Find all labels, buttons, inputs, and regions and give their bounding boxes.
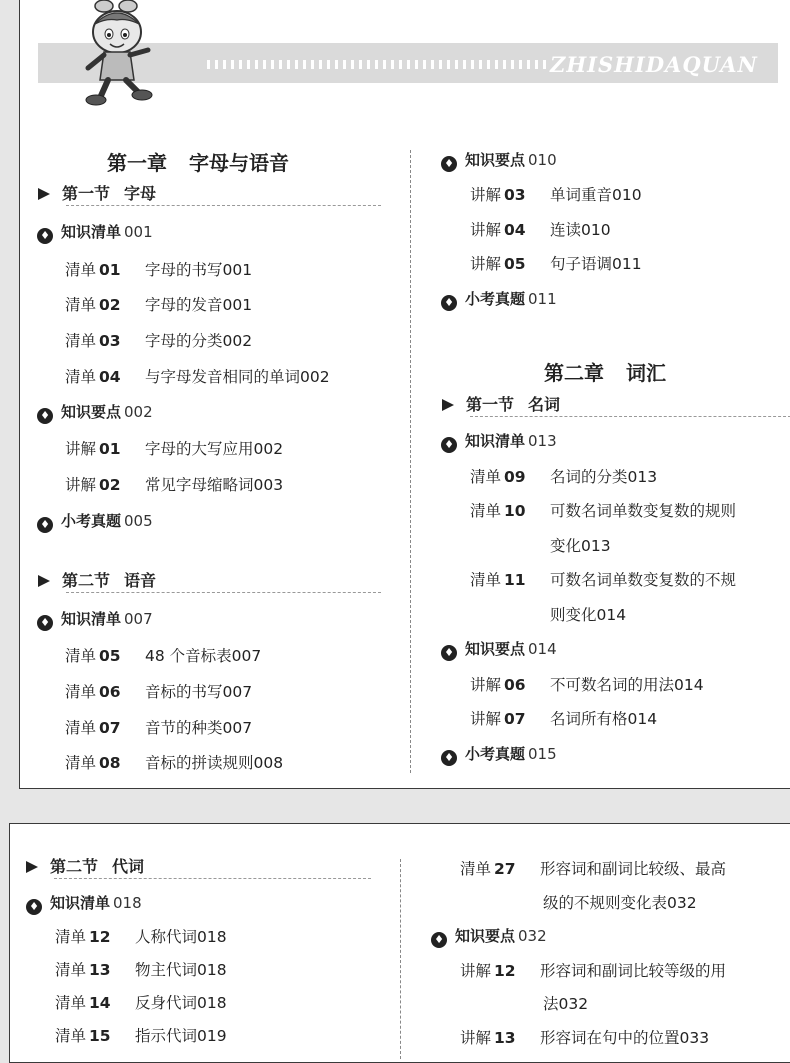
chapter-1-heading [107,147,289,176]
item-title: 名词的分类 [550,468,628,486]
section-number: 第二节 [50,857,99,876]
item-title: 人称代词 [135,928,198,946]
toc-item[interactable]: 清单 02 字母的发音001 [65,296,253,314]
page-number: 032 [558,995,589,1013]
page-number: 011 [528,290,557,308]
item-title: 形容词在句中的位置 [540,1029,680,1047]
header-dotted-rule [207,60,547,69]
column-divider [400,859,401,1059]
item-title: 字母的分类 [145,332,223,350]
page-number: 018 [197,928,227,946]
page-number: 002 [124,403,153,421]
drop-icon: ♦ [441,645,457,661]
toc-item[interactable]: 讲解 03 单词重音010 [470,186,642,204]
drop-icon: ♦ [37,615,53,631]
drop-icon: ♦ [441,156,457,172]
item-title: 与字母发音相同的单词 [145,368,301,386]
item-title: 物主代词 [135,961,198,979]
header-brand: ZHISHIDAQUAN [550,52,758,77]
page-number: 010 [528,151,557,169]
drop-icon: ♦ [441,750,457,766]
toc-item[interactable]: 清单 27 形容词和副词比较级、最高 [460,860,727,878]
section-underline [54,878,371,879]
page-number: 018 [113,894,142,912]
section-heading [38,568,381,590]
section-number: 第一节 [466,395,515,414]
drop-icon: ♦ [441,295,457,311]
item-title: 句子语调 [550,255,613,273]
section-underline [66,205,381,206]
page-number: 032 [518,927,547,945]
page-number: 018 [197,961,227,979]
toc-item[interactable]: 讲解 05 句子语调011 [470,255,642,273]
toc-item[interactable]: 讲解 02 常见字母缩略词003 [65,476,284,494]
page-number: 014 [596,606,627,624]
item-title: 字母的书写 [145,261,223,279]
item-title: 反身代词 [135,994,198,1012]
toc-item[interactable]: 清单 08 音标的拼读规则008 [65,754,284,772]
section-title: 字母 [124,184,157,203]
toc-item[interactable]: 清单 09 名词的分类013 [470,468,658,486]
category-heading: ♦ 小考真题 011 [441,288,557,311]
item-title: 不可数名词的用法 [550,676,675,694]
chapter-2-heading [544,357,666,386]
toc-item[interactable]: 讲解 13 形容词在句中的位置033 [460,1029,710,1047]
page-number: 015 [528,745,557,763]
page-number: 014 [627,710,658,728]
page-number: 013 [581,537,611,555]
toc-item[interactable]: 讲解 07 名词所有格014 [470,710,658,728]
toc-item[interactable]: 清单 14 反身代词018 [55,994,227,1012]
triangle-icon [442,399,454,411]
page-number: 032 [667,894,697,912]
toc-item[interactable]: 清单 06 音标的书写007 [65,683,253,701]
page-number: 014 [674,676,704,694]
toc-item[interactable]: 讲解 01 字母的大写应用002 [65,440,284,458]
toc-item[interactable]: 讲解 04 连读010 [470,221,611,239]
category-heading: ♦ 知识要点 014 [441,638,557,661]
page-number: 002 [222,332,253,350]
page-number: 007 [231,647,262,665]
category-heading: ♦ 知识要点 032 [431,925,547,948]
page-number: 019 [197,1027,227,1045]
item-title: 音标的书写 [145,683,223,701]
section-underline [470,416,790,417]
item-title: 字母的发音 [145,296,223,314]
section-underline [66,592,381,593]
category-heading: ♦ 知识清单 013 [441,430,557,453]
page-number: 007 [222,719,253,737]
section-heading [38,181,381,203]
triangle-icon [26,861,38,873]
item-title: 48 个音标表 [145,647,232,665]
item-title: 常见字母缩略词 [145,476,254,494]
toc-item[interactable]: 清单 12 人称代词018 [55,928,227,946]
drop-icon: ♦ [37,517,53,533]
page-number: 014 [528,640,557,658]
page-number: 011 [612,255,642,273]
chapter-title: 字母与语音 [189,151,289,175]
page-number: 002 [253,440,284,458]
toc-item[interactable]: 清单 07 音节的种类007 [65,719,253,737]
section-title: 语音 [124,571,157,590]
toc-item[interactable]: 清单 15 指示代词019 [55,1027,227,1045]
category-heading: ♦ 知识清单 007 [37,608,153,631]
chapter-number: 第一章 [107,151,167,175]
toc-item[interactable]: 讲解 06 不可数名词的用法014 [470,676,704,694]
chapter-number: 第二章 [544,361,604,385]
item-title: 可数名词单数变复数的规则 [550,502,737,520]
item-title: 形容词和副词比较级、最高 [540,860,727,878]
mascot-icon [82,0,160,108]
item-title: 音标的拼读规则 [145,754,254,772]
category-heading: ♦ 小考真题 005 [37,510,153,533]
toc-item-continuation: 法032 [543,995,589,1013]
drop-icon: ♦ [431,932,447,948]
category-heading: ♦ 知识要点 010 [441,149,557,172]
toc-page-top [19,0,790,789]
column-divider [410,150,411,773]
drop-icon: ♦ [441,437,457,453]
page-number: 013 [627,468,658,486]
page-number: 010 [581,221,611,239]
toc-item-continuation: 变化013 [550,537,611,555]
toc-item[interactable]: 清单 11 可数名词单数变复数的不规 [470,571,737,589]
category-heading: ♦ 知识要点 002 [37,401,153,424]
drop-icon: ♦ [26,899,42,915]
item-title: 字母的大写应用 [145,440,254,458]
page-number: 001 [222,261,253,279]
page-number: 007 [222,683,253,701]
section-number: 第二节 [62,571,111,590]
page-number: 001 [222,296,253,314]
toc-item[interactable]: 清单 05 48 个音标表007 [65,647,262,665]
section-title: 名词 [528,395,561,414]
toc-item-continuation: 则变化014 [550,606,627,624]
toc-item[interactable]: 清单 04 与字母发音相同的单词002 [65,368,330,386]
triangle-icon [38,575,50,587]
drop-icon: ♦ [37,228,53,244]
toc-item[interactable]: 清单 03 字母的分类002 [65,332,253,350]
page-number: 007 [124,610,153,628]
category-heading: ♦ 知识清单 001 [37,221,153,244]
toc-item[interactable]: 清单 01 字母的书写001 [65,261,253,279]
toc-page-bottom [9,823,790,1063]
page-number: 018 [197,994,227,1012]
section-heading [442,392,790,414]
toc-item-continuation: 级的不规则变化表032 [543,894,697,912]
triangle-icon [38,188,50,200]
item-title: 连读 [550,221,582,239]
item-title: 形容词和副词比较等级的用 [540,962,727,980]
toc-item[interactable]: 清单 10 可数名词单数变复数的规则 [470,502,737,520]
category-heading: ♦ 小考真题 015 [441,743,557,766]
page-number: 033 [679,1029,710,1047]
category-heading: ♦ 知识清单 018 [26,892,142,915]
section-number: 第一节 [62,184,111,203]
page-number: 002 [300,368,330,386]
page-number: 005 [124,512,153,530]
drop-icon: ♦ [37,408,53,424]
chapter-title: 词汇 [626,361,666,385]
item-title: 音节的种类 [145,719,223,737]
section-title: 代词 [112,857,145,876]
page-number: 003 [253,476,284,494]
item-title: 指示代词 [135,1027,198,1045]
section-heading [26,854,371,876]
page-number: 010 [612,186,642,204]
toc-item[interactable]: 讲解 12 形容词和副词比较等级的用 [460,962,727,980]
item-title: 可数名词单数变复数的不规 [550,571,737,589]
item-title: 名词所有格 [550,710,628,728]
page-number: 001 [124,223,153,241]
toc-item[interactable]: 清单 13 物主代词018 [55,961,227,979]
page-number: 008 [253,754,284,772]
page-number: 013 [528,432,557,450]
item-title: 单词重音 [550,186,613,204]
